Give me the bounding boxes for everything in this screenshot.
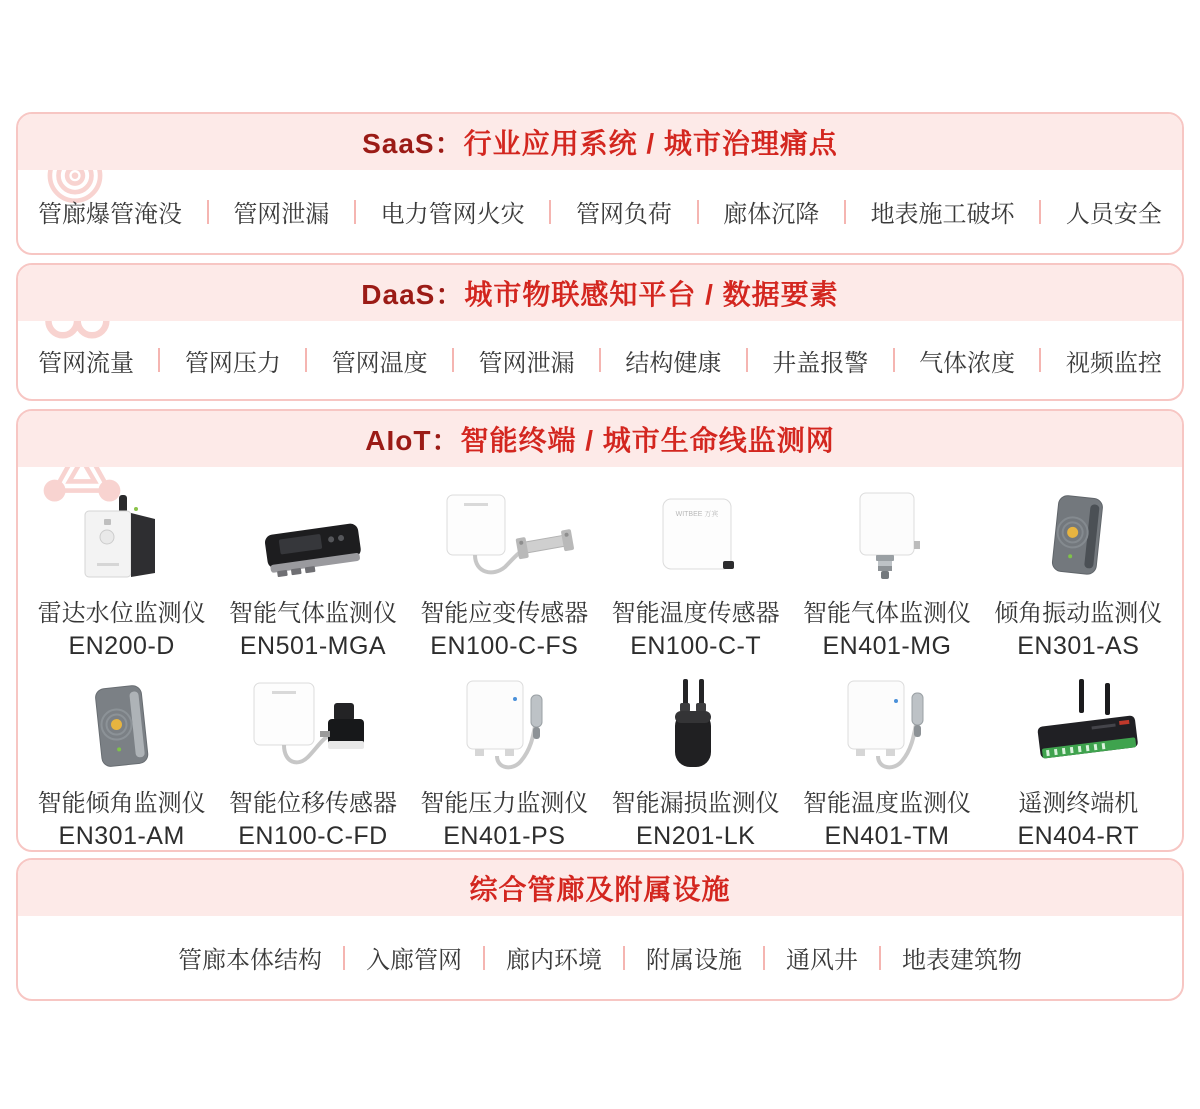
product-model: EN100-C-T	[630, 632, 762, 660]
product-name: 智能应变传感器	[420, 600, 589, 627]
product-name: 智能倾角监测仪	[37, 790, 206, 817]
section-saas-title-main: 行业应用系统 / 城市治理痛点	[463, 128, 838, 159]
pain-point-item: 地表施工破坏	[870, 201, 1015, 228]
product-card	[791, 675, 982, 851]
facility-item: 通风井	[786, 947, 858, 974]
separator	[893, 348, 895, 372]
product-card	[217, 675, 408, 851]
product-card	[409, 485, 600, 661]
separator	[844, 200, 846, 224]
pain-point-item: 管廊爆管淹没	[38, 201, 182, 228]
data-element-item: 视频监控	[1065, 349, 1162, 377]
section-daas-items	[18, 321, 1182, 399]
section-corridor	[16, 858, 1184, 1001]
section-saas	[16, 112, 1184, 255]
section-saas-items	[18, 170, 1182, 253]
device-label: WITBEE 万宾	[675, 511, 719, 518]
product-card	[217, 485, 408, 661]
separator	[879, 946, 881, 970]
section-saas-header	[18, 114, 1182, 170]
section-aiot-title-prefix: AIoT：	[365, 425, 461, 456]
product-model: EN100-C-FS	[430, 632, 579, 660]
product-card	[26, 675, 217, 851]
section-aiot-title	[365, 419, 835, 459]
pain-point-item: 管网负荷	[575, 201, 672, 228]
product-card	[600, 675, 791, 851]
product-card	[983, 485, 1174, 661]
product-model: EN201-LK	[635, 822, 756, 850]
section-aiot-title-main: 智能终端 / 城市生命线监测网	[460, 425, 835, 456]
product-model: EN501-MGA	[239, 632, 387, 660]
product-name: 智能漏损监测仪	[611, 790, 780, 817]
product-image-en100-c-fd	[228, 675, 398, 779]
facility-item: 管廊本体结构	[178, 947, 322, 974]
product-name: 智能气体监测仪	[228, 600, 397, 627]
section-saas-title	[362, 122, 838, 162]
product-name: 雷达水位监测仪	[37, 600, 206, 627]
product-name: 智能位移传感器	[228, 790, 397, 817]
product-model: EN200-D	[68, 632, 175, 660]
facility-item: 入廊管网	[366, 947, 462, 974]
data-element-item: 管网压力	[184, 349, 281, 377]
separator	[549, 200, 551, 224]
product-card	[791, 485, 982, 661]
product-image-en401-tm	[802, 675, 972, 779]
section-corridor-header	[18, 860, 1182, 916]
product-image-en201-lk	[611, 675, 781, 779]
separator	[599, 348, 601, 372]
separator	[763, 946, 765, 970]
pain-point-item: 人员安全	[1065, 201, 1162, 228]
separator	[207, 200, 209, 224]
section-daas-title-prefix: DaaS：	[361, 279, 465, 310]
facility-item: 附属设施	[646, 947, 742, 974]
section-corridor-title-main: 综合管廊及附属设施	[469, 874, 731, 905]
separator	[354, 200, 356, 224]
pain-point-item: 电力管网火灾	[380, 201, 525, 228]
product-image-en100-c-t	[611, 485, 781, 589]
separator	[1039, 200, 1041, 224]
section-daas	[16, 263, 1184, 401]
section-corridor-title	[469, 868, 730, 908]
separator	[483, 946, 485, 970]
product-name: 智能温度监测仪	[802, 790, 971, 817]
separator	[305, 348, 307, 372]
separator	[623, 946, 625, 970]
product-model: EN404-RT	[1017, 822, 1140, 850]
separator	[158, 348, 160, 372]
product-image-en501-mga	[228, 485, 398, 589]
section-daas-header	[18, 265, 1182, 321]
data-element-item: 管网流量	[38, 349, 134, 377]
product-name: 遥测终端机	[1018, 790, 1139, 817]
data-element-item: 管网温度	[331, 349, 428, 377]
separator	[343, 946, 345, 970]
section-daas-title-main: 城市物联感知平台 / 数据要素	[464, 279, 839, 310]
separator	[746, 348, 748, 372]
product-model: EN401-MG	[822, 632, 952, 660]
product-model: EN401-TM	[824, 822, 950, 850]
product-image-en404-rt	[993, 675, 1163, 779]
product-image-en100-c-fs	[419, 485, 589, 589]
product-card	[600, 485, 791, 661]
product-model: EN401-PS	[443, 822, 566, 850]
separator	[697, 200, 699, 224]
product-image-en301-am	[37, 675, 207, 779]
product-model: EN100-C-FD	[238, 822, 388, 850]
data-element-item: 结构健康	[625, 349, 722, 377]
product-model: EN301-AS	[1017, 632, 1140, 660]
product-image-en301-as	[993, 485, 1163, 589]
product-name: 智能气体监测仪	[802, 600, 971, 627]
data-element-item: 管网泄漏	[478, 349, 575, 377]
product-image-en200-d	[37, 485, 207, 589]
separator	[1039, 348, 1041, 372]
product-name: 智能温度传感器	[611, 600, 780, 627]
product-card	[409, 675, 600, 851]
product-name: 倾角振动监测仪	[994, 600, 1163, 627]
product-name: 智能压力监测仪	[420, 790, 589, 817]
pain-point-item: 管网泄漏	[233, 201, 330, 228]
separator	[452, 348, 454, 372]
section-saas-title-prefix: SaaS：	[362, 128, 464, 159]
pain-point-item: 廊体沉降	[723, 201, 820, 228]
data-element-item: 井盖报警	[772, 349, 869, 377]
product-model: EN301-AM	[58, 822, 185, 850]
section-corridor-items	[18, 916, 1182, 999]
product-image-en401-mg	[802, 485, 972, 589]
facility-item: 地表建筑物	[902, 947, 1022, 974]
facility-item: 廊内环境	[506, 947, 602, 974]
section-aiot-header	[18, 411, 1182, 467]
product-image-en401-ps	[419, 675, 589, 779]
data-element-item: 气体浓度	[919, 349, 1016, 377]
product-card	[26, 485, 217, 661]
section-daas-title	[361, 273, 838, 313]
section-aiot	[16, 409, 1184, 852]
product-grid	[18, 467, 1182, 851]
product-card	[983, 675, 1174, 851]
